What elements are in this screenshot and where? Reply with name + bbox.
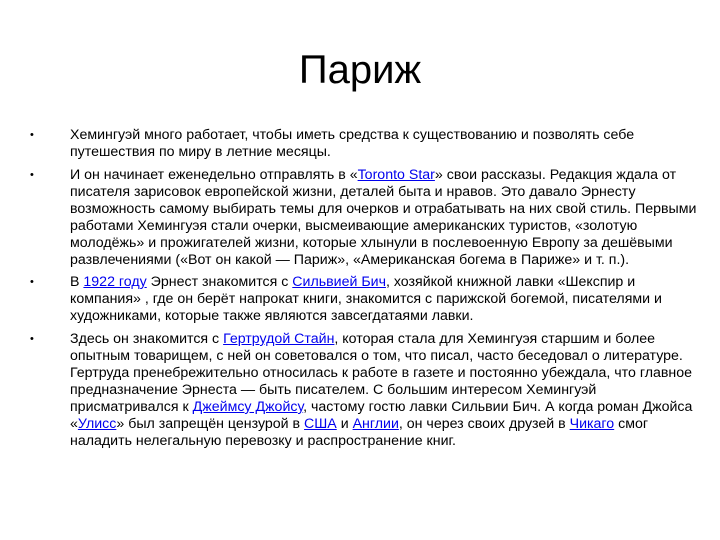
bullet-item	[30, 331, 700, 450]
bullet-text	[70, 274, 662, 324]
text-segment: смог наладить нелегальную перевозку и распространение книг.	[70, 416, 649, 449]
bullet-text	[70, 331, 692, 449]
hyperlink[interactable]: США	[304, 416, 337, 432]
text-segment: В	[70, 274, 84, 290]
text-segment: и	[336, 416, 353, 432]
bullet-dot-icon: •	[30, 129, 34, 141]
hyperlink[interactable]: Гертрудой Стайн	[223, 331, 335, 347]
hyperlink[interactable]: Чикаго	[569, 416, 615, 432]
bullet-text	[70, 127, 634, 160]
hyperlink[interactable]: Сильвией Бич	[292, 274, 386, 290]
text-segment: Эрнест знакомится с	[146, 274, 293, 290]
slide-title: Париж	[298, 48, 422, 92]
bullet-list	[30, 127, 700, 450]
hyperlink[interactable]: Англии	[352, 416, 399, 432]
text-segment: » был запрещён цензурой в	[116, 416, 305, 432]
text-segment: И он начинает еженедельно отправлять в «	[70, 167, 358, 183]
bullet-dot-icon: •	[30, 169, 34, 181]
text-segment: , которая стала для Хемингуэя старшим и более опытным товарищем, с ней он советовался о том, что писал, часто беседовал о литературе. Гертруда пренебрежительно относилась к работе в газете и постоянно убеждала, что главное предназначение Эрнеста — быть писателем. С большим интересом Хемингуэй присматривался к	[70, 331, 693, 415]
bullet-item	[30, 167, 700, 269]
text-segment: Хемингуэй много работает, чтобы иметь средства к существованию и позволять себе путешествия по миру в летние месяцы.	[70, 127, 635, 160]
bullet-dot-icon: •	[30, 276, 34, 288]
text-segment: , он через своих друзей в	[398, 416, 570, 432]
text-segment: Здесь он знакомится с	[70, 331, 224, 347]
bullet-item	[30, 274, 700, 325]
hyperlink[interactable]: Toronto Star	[357, 167, 435, 183]
text-segment: » свои рассказы. Редакция ждала от писателя зарисовок европейской жизни, деталей быта и нравов. Это давало Эрнесту возможность самому выбирать темы для очерков и отрабатывать на них свой стиль. Первыми работами Хемингуэя стали очерки, высмеивающие американских туристов, «золотую молодёжь» и прожигателей жизни, которые хлынули в послевоенную Европу за дешёвыми развлечениями («Вот он какой — Париж», «Американская богема в Париже» и т. п.).	[70, 167, 697, 268]
text-segment: , хозяйкой книжной лавки «Шекспир и компания» , где он берёт напрокат книги, знакомится с парижской богемой, писателями и художниками, которые также являются завсегдатаями лавки.	[70, 274, 662, 324]
bullet-text	[70, 167, 696, 268]
text-segment: , частому гостю лавки Сильвии Бич. А когда роман Джойса «	[70, 399, 693, 432]
hyperlink[interactable]: Улисс	[77, 416, 117, 432]
hyperlink[interactable]: 1922 году	[83, 274, 147, 290]
hyperlink[interactable]: Джеймсу Джойсу	[192, 399, 304, 415]
bullet-item	[30, 127, 700, 161]
bullet-dot-icon: •	[30, 333, 34, 345]
